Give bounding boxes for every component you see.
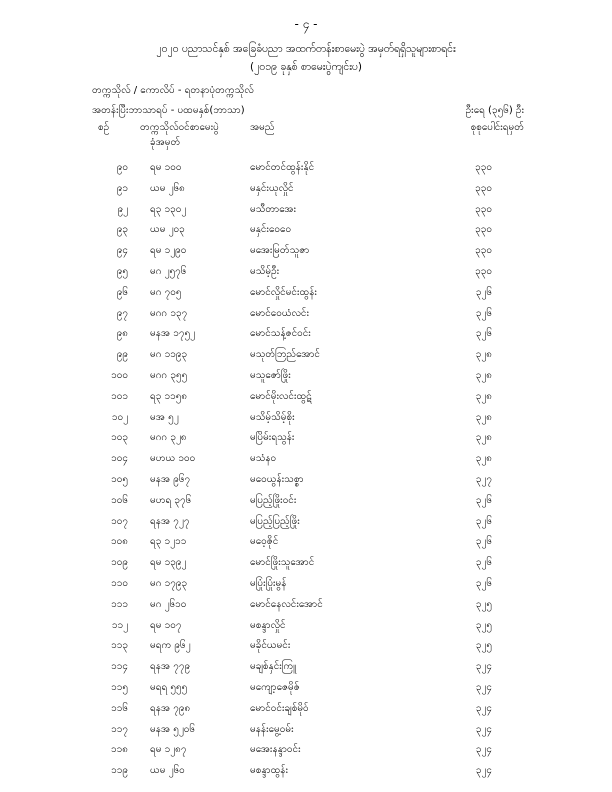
table-row: [0, 636, 612, 657]
total-score: ၃၃၀: [475, 162, 492, 173]
table-row: [0, 428, 612, 449]
row-number: ၉၉: [116, 349, 128, 361]
roll-number: ရနအ ၇၉၈: [150, 702, 191, 714]
row-number: ၁၀၆: [111, 494, 128, 506]
row-number: ၉၈: [116, 328, 128, 340]
table-row: [0, 220, 612, 241]
candidate-name: မောင်လှိုင်မင်းထွန်း: [250, 286, 317, 298]
table-row: [0, 241, 612, 262]
row-number: ၁၀၁: [111, 390, 128, 402]
roll-number: ရနအ ၇၂၇: [150, 515, 190, 527]
row-number: ၉၁: [116, 182, 128, 194]
total-score: ၃၂၈: [475, 369, 492, 381]
total-score: ၃၂၆: [475, 307, 492, 319]
roll-number: မဂဂ ၁၃၇: [150, 307, 188, 319]
roll-number: ရမ ၁၀၇: [150, 619, 182, 631]
roll-number: ရမ ၁၃၉၂: [150, 557, 187, 569]
total-score: ၃၃၀: [475, 203, 492, 215]
table-row: [0, 387, 612, 408]
candidate-name: မသိမ့်သိမ့်စိုး: [250, 411, 295, 423]
roll-number: ရ၃ ၁၂၁၁: [150, 536, 187, 548]
roll-number: မနအ ၅၂၀၆: [150, 723, 196, 735]
roll-number: မနအ ၁၇၅၂: [150, 328, 196, 340]
table-row: [0, 491, 612, 512]
candidate-name: မနှင်းယုလှိုင်: [250, 182, 294, 194]
total-score: ၃၂၄: [475, 744, 492, 756]
total-score: ၃၂၈: [475, 453, 492, 465]
row-number: ၉၀: [116, 162, 128, 173]
roll-number: ရ၃ ၁၁၅၈: [150, 390, 188, 402]
row-number: ၁၀၉: [111, 557, 128, 569]
candidate-name: မောင်ဝင်းချစ်မိုဝ်: [250, 702, 309, 714]
candidate-name: မပြုံးပြုံးမွန်: [250, 577, 287, 589]
row-number: ၁၁၀: [111, 577, 128, 589]
results-table: [0, 158, 612, 782]
row-number: ၁၁၇: [111, 723, 128, 735]
title-line-2: (၂၀၁၉ ခုနှစ် စာမေးပွဲကျင်းပ): [250, 61, 362, 73]
total-score: ၃၂၈: [475, 390, 492, 402]
roll-number: ရ၃ ၁၃၀၂: [150, 203, 187, 215]
total-score: ၃၂၄: [475, 661, 492, 673]
candidate-name: မဝေ့ဇိုင်: [250, 536, 279, 548]
total-score: ၃၂၄: [475, 765, 492, 777]
university-label: တက္ကသိုလ် / ကောလိပ် - ရတနာပုံတက္ကသိုလ်: [92, 85, 254, 96]
total-score: ၃၂၆: [475, 328, 492, 340]
row-number: ၁၁၉: [111, 765, 128, 777]
table-row: [0, 283, 612, 304]
row-number: ၁၁၈: [111, 744, 128, 756]
row-number: ၉၄: [116, 245, 128, 257]
table-row: [0, 324, 612, 345]
total-score: ၃၂၆: [475, 557, 492, 569]
total-score: ၃၂၆: [475, 536, 492, 548]
header-roll: တက္ကသိုလ်ဝင်စာမေးပွဲ: [140, 122, 219, 133]
row-number: ၁၀၀: [111, 369, 128, 381]
header-no: စဉ်: [98, 122, 110, 133]
candidate-name: မောင်မိုးလင်းထွဋ်: [250, 390, 312, 402]
table-row: [0, 366, 612, 387]
table-row: [0, 616, 612, 637]
candidate-name: မချစ်နှင်းကြူ: [250, 661, 297, 673]
subject-label: အတန်းပြီးဘာသာရပ် - ပထမနှစ်(ဘာသာ): [92, 105, 245, 116]
candidate-name: မောင်တင်ထွန်းနိုင်: [250, 162, 315, 173]
candidate-name: မအေးမြတ်သူဇာ: [250, 245, 310, 257]
total-score: ၃၂၈: [475, 349, 492, 361]
row-number: ၁၀၂: [111, 411, 128, 423]
page-number: - ၄ -: [294, 17, 318, 31]
total-score: ၃၂၈: [475, 432, 492, 444]
roll-number: မဂ ၁၁၉၃: [150, 349, 188, 361]
total-score: ၃၂၅: [475, 640, 492, 652]
candidate-name: မကျော့ဇေမိုဇ်: [250, 681, 300, 693]
table-row: [0, 595, 612, 616]
total-score: ၃၃၀: [475, 265, 492, 277]
table-row: [0, 740, 612, 761]
roll-number: ယမ ၂၆၀: [150, 765, 185, 777]
row-number: ၁၀၈: [111, 536, 128, 548]
header-name: အမည်: [250, 122, 275, 133]
roll-number: ယမ ၂၀၃: [150, 224, 185, 236]
table-row: [0, 262, 612, 283]
candidate-name: မောင်ဝေယံလင်း: [250, 307, 310, 319]
total-score: ၃၂၅: [475, 619, 492, 631]
table-row: [0, 699, 612, 720]
roll-number: ရမ ၁၀၀: [150, 162, 182, 173]
total-score: ၃၃၀: [475, 245, 492, 257]
roll-number: ရမ ၁၂၈၇: [150, 744, 187, 756]
candidate-name: မောင်နေလင်းအောင်: [250, 598, 323, 610]
total-score: ၃၂၇: [475, 473, 492, 485]
roll-number: မဂ ၂၅၇၆: [150, 265, 187, 277]
roll-number: မဟရ ၃၇၆: [150, 494, 192, 506]
candidate-name: မပြည့်ပြည့်ဖြိုး: [250, 515, 300, 527]
candidate-name: မသံနဝ: [250, 453, 277, 465]
total-score: ၃၃၀: [475, 182, 492, 194]
table-row: [0, 720, 612, 741]
candidate-name: မဝေယွန်းသစ္စာ: [250, 473, 304, 485]
total-score: ၃၂၆: [475, 286, 492, 298]
total-score: ၃၂၄: [475, 681, 492, 693]
roll-number: ရနအ ၇၇၉: [150, 661, 191, 673]
table-row: [0, 345, 612, 366]
row-number: ၁၁၃: [111, 640, 128, 652]
candidate-name: မစန္ဒာလှိုင်: [250, 619, 286, 631]
roll-number: ရမ ၁၂၉၀: [150, 245, 187, 257]
candidate-name: မအေးနန္ဒာဝင်း: [250, 744, 301, 756]
roll-number: မဂ ၇၀၅: [150, 286, 182, 298]
roll-number: မဂ ၂၆၁၀: [150, 598, 187, 610]
candidate-name: မနှင်းဝေဝေ: [250, 224, 292, 236]
roll-number: မဂဂ ၃၅၅: [150, 369, 188, 381]
roll-number: မဂ ၁၇၉၃: [150, 577, 188, 589]
table-row: [0, 179, 612, 200]
header-score: စုစုပေါင်းရမှတ်: [470, 122, 524, 133]
header-roll-sub: ခုံအမှတ်: [150, 137, 181, 148]
table-row: [0, 470, 612, 491]
table-row: [0, 761, 612, 782]
candidate-name: မသူဇော်ဖြိုး: [250, 369, 291, 381]
table-row: [0, 532, 612, 553]
candidate-name: မပြည့်ဖြိုးဝင်း: [250, 494, 297, 506]
table-row: [0, 449, 612, 470]
total-score: ၃၂၆: [475, 494, 492, 506]
row-number: ၁၁၄: [111, 661, 128, 673]
row-number: ၁၁၅: [111, 681, 128, 693]
row-number: ၁၀၅: [111, 473, 128, 485]
row-number: ၉၃: [116, 224, 128, 236]
roll-number: မနအ ၉၆၇: [150, 473, 191, 485]
row-number: ၁၀၃: [111, 432, 128, 444]
roll-number: မရက ၉၆၂: [150, 640, 191, 652]
table-row: [0, 574, 612, 595]
row-number: ၉၆: [116, 286, 128, 298]
total-score: ၃၂၄: [475, 702, 492, 714]
table-row: [0, 200, 612, 221]
document-title: [0, 40, 612, 76]
table-row: [0, 657, 612, 678]
row-number: ၉၂: [117, 203, 128, 215]
candidate-name: မစန္ဒာထွန်း: [250, 765, 288, 777]
total-score: ၃၂၈: [475, 411, 492, 423]
table-row: [0, 408, 612, 429]
candidate-count: ဦးရေ (၃၅၆) ဦး: [465, 105, 524, 116]
table-row: [0, 553, 612, 574]
total-score: ၃၂၆: [475, 577, 492, 589]
row-number: ၁၁၁: [111, 598, 128, 610]
total-score: ၃၃၀: [475, 224, 492, 236]
candidate-name: မသိမ့်ဦး: [250, 265, 280, 277]
title-line-1: ၂၀၂၀ ပညာသင်နှစ် အခြေခံပညာ အထက်တန်းစာမေးပွဲ အမှတ်ရရှိသူများစာရင်း: [156, 43, 456, 55]
candidate-name: မပြိမ်းရသွန်း: [250, 432, 295, 444]
candidate-name: မောင်သန့်ဇင်ဝင်း: [250, 328, 311, 340]
candidate-name: မနန်းမွေ့ဝမ်း: [250, 723, 294, 735]
roll-number: မအ ၅၂: [150, 411, 179, 423]
candidate-name: မခိုင်ယမင်း: [250, 640, 291, 652]
total-score: ၃၂၅: [475, 598, 492, 610]
table-row: [0, 304, 612, 325]
row-number: ၉၇: [116, 307, 128, 319]
roll-number: မဟယ ၁၀၀: [150, 453, 196, 465]
row-number: ၁၁၆: [111, 702, 128, 714]
candidate-name: မောင်ဖြိုးသူအောင်: [250, 557, 315, 569]
total-score: ၃၂၄: [475, 723, 492, 735]
roll-number: မရရ ၅၅၅: [150, 681, 188, 693]
table-row: [0, 512, 612, 533]
total-score: ၃၂၆: [475, 515, 492, 527]
row-number: ၁၀၄: [111, 453, 128, 465]
row-number: ၁၀၇: [111, 515, 128, 527]
candidate-name: မသုတ်ဘြည်အောင်: [250, 349, 320, 361]
candidate-name: မသီတာအေး: [250, 203, 296, 215]
row-number: ၁၁၂: [111, 619, 128, 631]
table-row: [0, 678, 612, 699]
roll-number: ယမ ၂၆၈: [150, 182, 185, 194]
roll-number: မဂဂ ၃၂၈: [150, 432, 187, 444]
table-row: [0, 158, 612, 179]
row-number: ၉၅: [116, 265, 128, 277]
